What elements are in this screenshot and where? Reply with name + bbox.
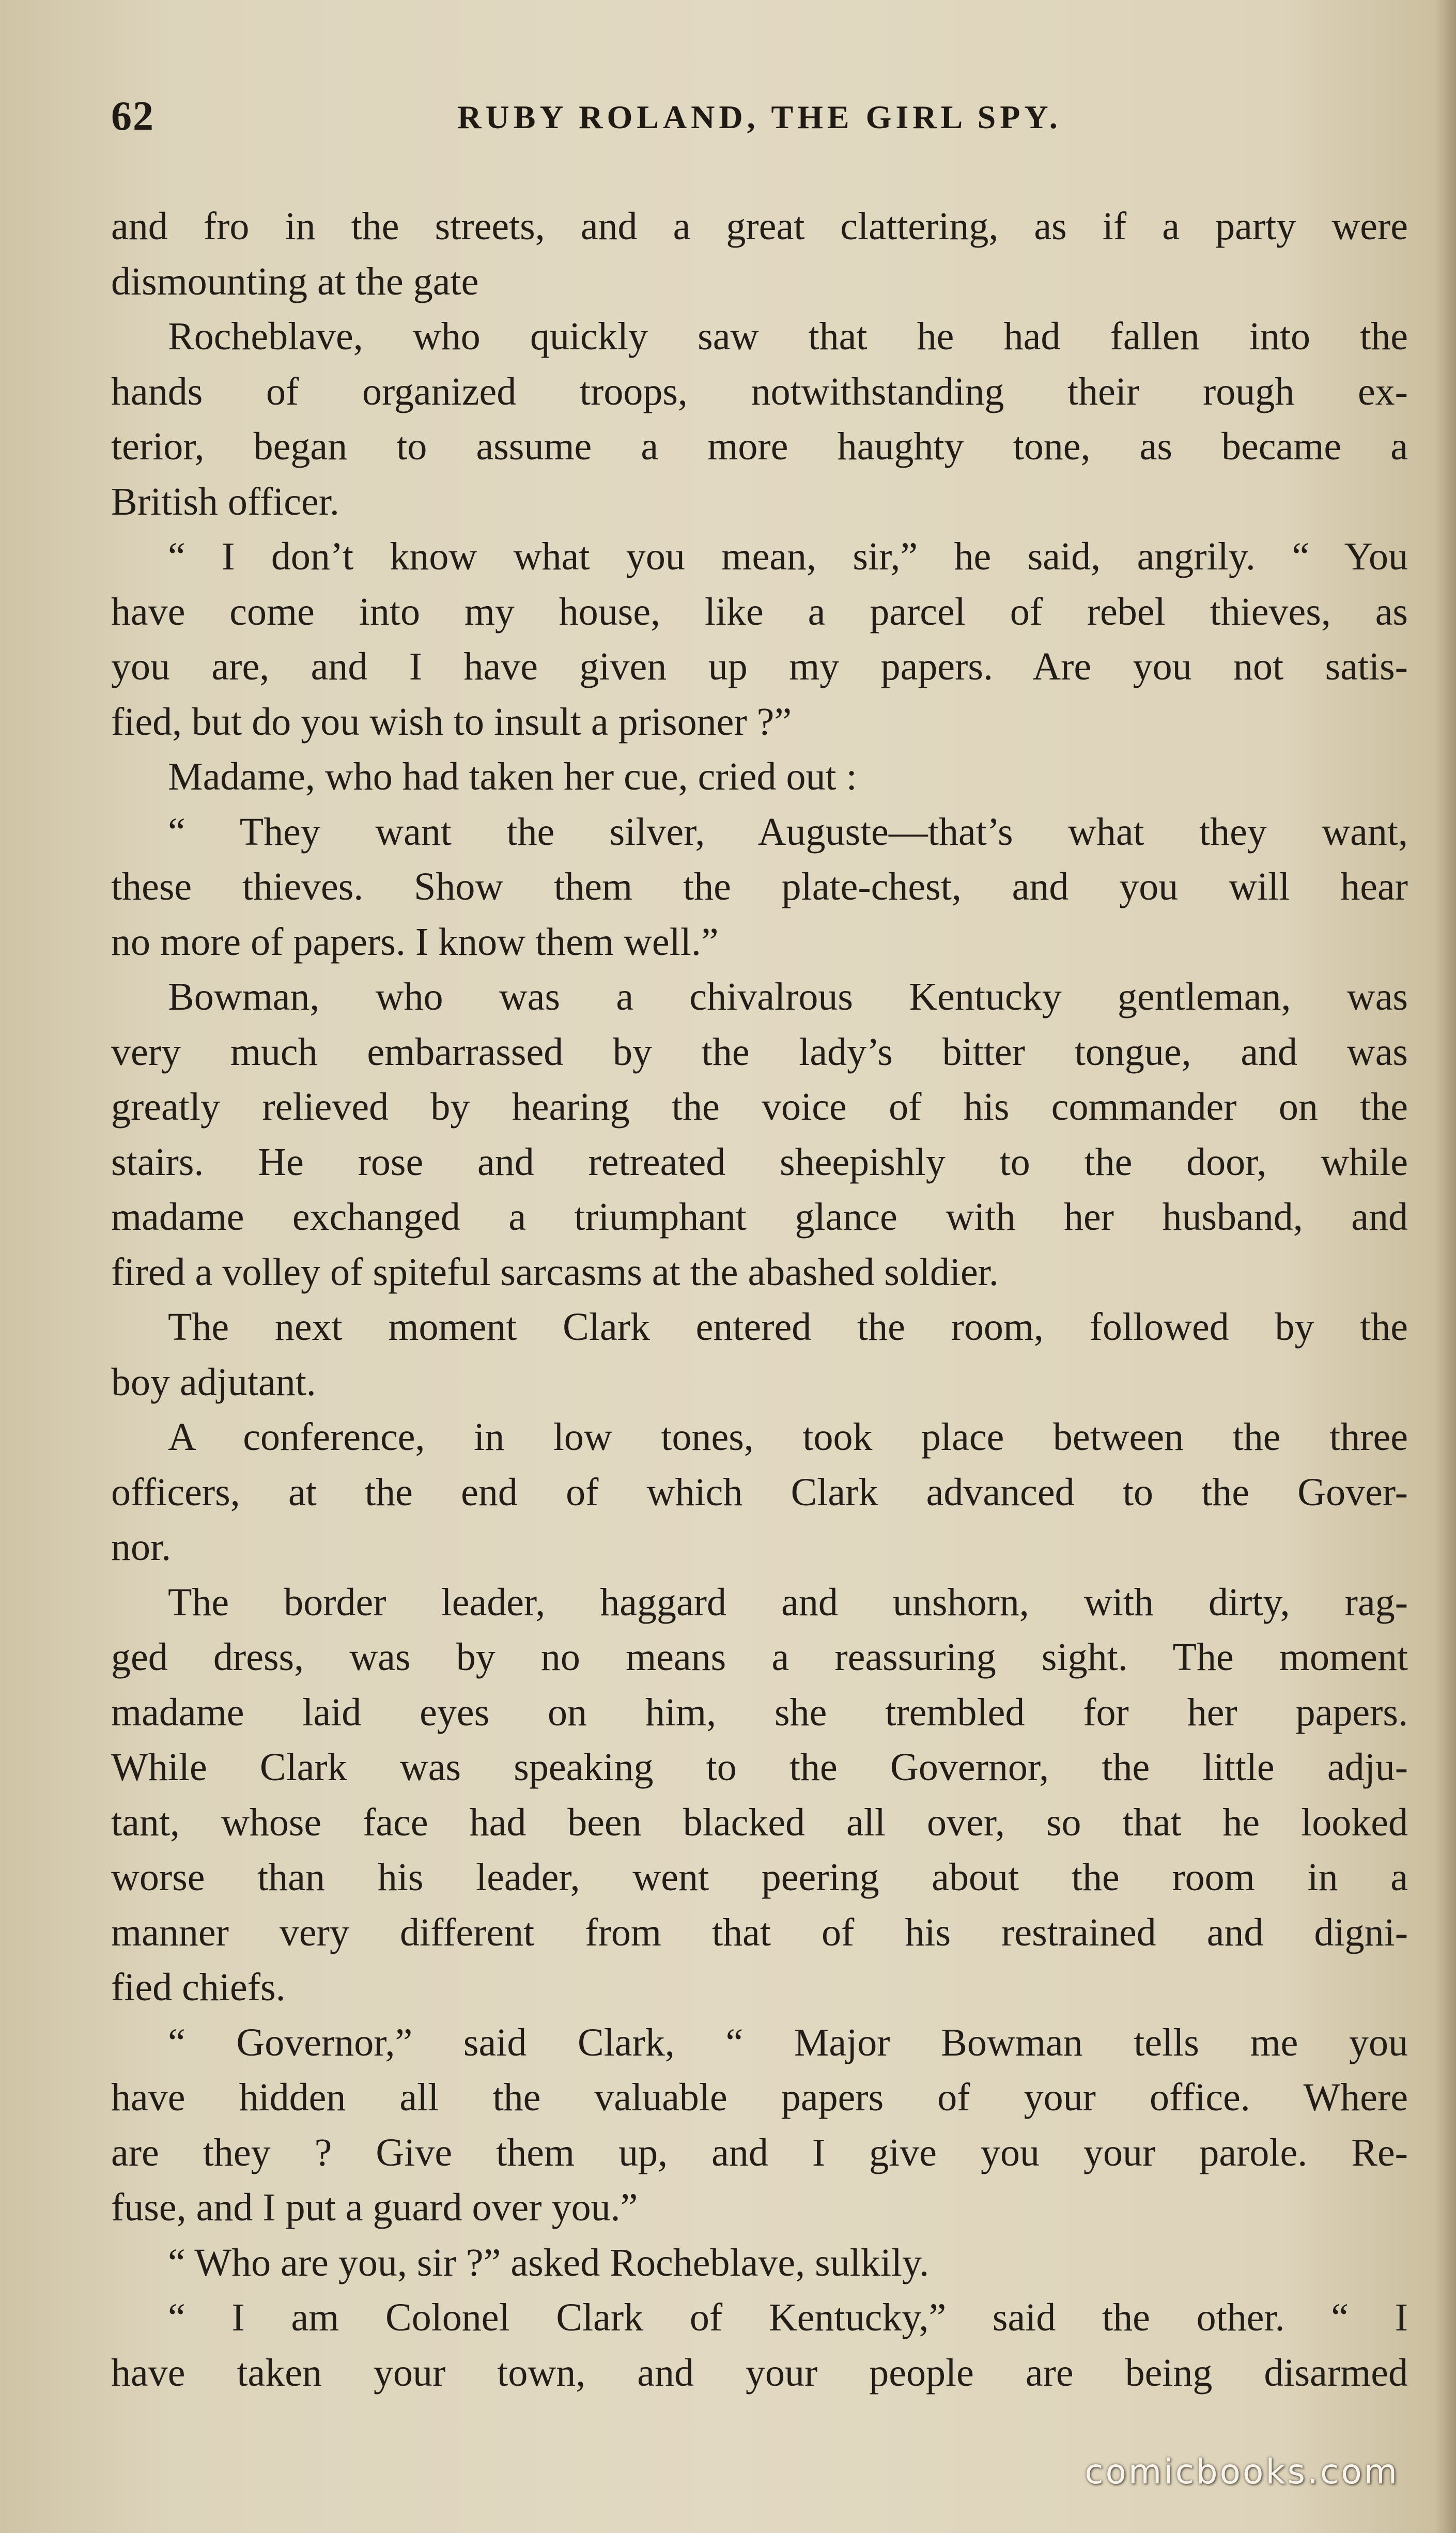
text-line: no more of papers. I know them well.”: [111, 920, 719, 964]
text-line: “ Governor,” said Clark, “ Major Bowman tells me you: [168, 2020, 1408, 2064]
body-text: [111, 199, 1408, 2400]
running-head: RUBY ROLAND, THE GIRL SPY.: [457, 99, 1062, 135]
text-line: nor.: [111, 1525, 172, 1569]
text-line: “ They want the silver, Auguste—that’s what they want,: [168, 810, 1408, 854]
text-line: British officer.: [111, 480, 339, 523]
text-line: very much embarrassed by the lady’s bitter tongue, and was: [111, 1030, 1408, 1074]
text-line: have taken your town, and your people are being disarmed: [111, 2351, 1408, 2395]
text-line: worse than his leader, went peering about the room in a: [111, 1856, 1408, 1899]
text-line: have come into my house, like a parcel of rebel thieves, as: [111, 590, 1408, 634]
text-line: these thieves. Show them the plate-chest, and you will hear: [111, 865, 1408, 908]
text-line: officers, at the end of which Clark advanced to the Gover-: [111, 1470, 1408, 1514]
text-line: “ Who are you, sir ?” asked Rocheblave, sulkily.: [168, 2241, 930, 2284]
text-line: terior, began to assume a more haughty tone, as became a: [111, 425, 1408, 468]
text-line: boy adjutant.: [111, 1360, 316, 1404]
text-line: madame exchanged a triumphant glance with her husband, and: [111, 1195, 1408, 1239]
text-line: stairs. He rose and retreated sheepishly to the door, while: [111, 1140, 1408, 1184]
text-line: Rocheblave, who quickly saw that he had fallen into the: [168, 315, 1408, 358]
text-line: “ I am Colonel Clark of Kentucky,” said the other. “ I: [168, 2296, 1408, 2339]
text-line: fired a volley of spiteful sarcasms at the abashed soldier.: [111, 1250, 999, 1294]
text-line: dismounting at the gate: [111, 259, 479, 303]
text-line: ged dress, was by no means a reassuring sight. The moment: [111, 1635, 1408, 1679]
text-line: Madame, who had taken her cue, cried out :: [168, 755, 857, 798]
text-line: hands of organized troops, notwithstanding their rough ex-: [111, 369, 1408, 413]
text-line: The next moment Clark entered the room, followed by the: [168, 1305, 1408, 1349]
text-line: you are, and I have given up my papers. Are you not satis-: [111, 645, 1408, 688]
text-line: greatly relieved by hearing the voice of his commander on the: [111, 1085, 1408, 1129]
text-line: fied chiefs.: [111, 1966, 286, 2009]
text-line: “ I don’t know what you mean, sir,” he said, angrily. “ You: [168, 535, 1408, 578]
text-line: tant, whose face had been blacked all over, so that he looked: [111, 1800, 1408, 1844]
text-line: fied, but do you wish to insult a prisoner ?”: [111, 700, 792, 744]
text-line: A conference, in low tones, took place between the three: [168, 1415, 1408, 1459]
text-line: and fro in the streets, and a great clattering, as if a party were: [111, 205, 1408, 248]
text-line: fuse, and I put a guard over you.”: [111, 2186, 638, 2229]
page-number: 62: [111, 94, 154, 139]
page-binding-edge: [1435, 0, 1456, 2533]
text-line: While Clark was speaking to the Governor, the little adju-: [111, 1746, 1408, 1789]
text-line: are they ? Give them up, and I give you your parole. Re-: [111, 2130, 1408, 2174]
watermark: comicbooks.com: [1085, 2452, 1399, 2492]
page-header: [111, 93, 1408, 150]
text-line: manner very different from that of his restrained and digni-: [111, 1910, 1408, 1954]
text-line: The border leader, haggard and unshorn, with dirty, rag-: [168, 1580, 1408, 1624]
text-line: have hidden all the valuable papers of your office. Where: [111, 2076, 1408, 2119]
text-line: madame laid eyes on him, she trembled for her papers.: [111, 1690, 1408, 1734]
text-line: Bowman, who was a chivalrous Kentucky gentleman, was: [168, 975, 1408, 1018]
